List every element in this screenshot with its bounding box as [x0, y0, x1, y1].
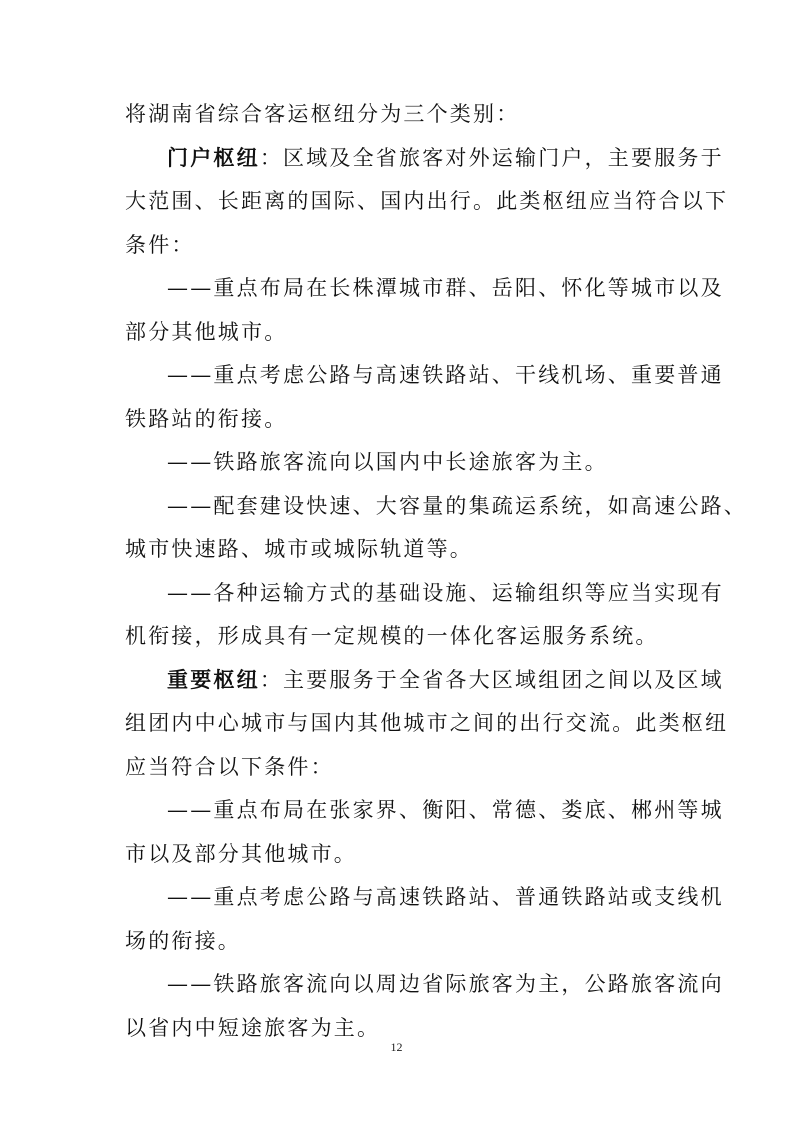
bullet-item: ——铁路旅客流向以周边省际旅客为主，公路旅客流向: [167, 972, 724, 996]
bullet-item: ——各种运输方式的基础设施、运输组织等应当实现有: [167, 580, 724, 605]
bullet-item: ——重点布局在张家界、衡阳、常德、娄底、郴州等城: [167, 798, 724, 822]
bullet-item: ——铁路旅客流向以国内中长途旅客为主。: [167, 450, 608, 474]
text-line: 场的衔接。: [125, 928, 241, 953]
text-line: 应当符合以下条件：: [125, 754, 334, 779]
bullet-item: ——配套建设快速、大容量的集疏运系统，如高速公路、: [167, 493, 747, 518]
text-line: 以省内中短途旅客为主。: [125, 1015, 381, 1040]
paragraph-important-hub: [167, 666, 724, 693]
text-line: 机衔接，形成具有一定规模的一体化客运服务系统。: [125, 624, 659, 648]
text-line: 市以及部分其他城市。: [125, 841, 357, 866]
page-number: 12: [390, 1040, 403, 1054]
bullet-item: ——重点布局在长株潭城市群、岳阳、怀化等城市以及: [167, 276, 724, 300]
text-line: 条件：: [125, 232, 195, 257]
text-line: 组团内中心城市与国内其他城市之间的出行交流。此类枢纽: [125, 711, 729, 735]
text-line: 城市快速路、城市或城际轨道等。: [125, 537, 473, 561]
text-line: 大范围、长距离的国际、国内出行。此类枢纽应当符合以下: [125, 189, 729, 213]
paragraph-gateway-hub: [167, 144, 724, 171]
heading-important-hub: 重要枢纽: [167, 666, 260, 692]
important-hub-text: ：主要服务于全省各大区域组团之间以及区域: [259, 667, 724, 692]
text-line: 铁路站的衔接。: [125, 406, 288, 431]
paragraph-intro: 将湖南省综合客运枢纽分为三个类别：: [125, 102, 520, 126]
bullet-item: ——重点考虑公路与高速铁路站、普通铁路站或支线机: [167, 885, 724, 909]
bullet-item: ——重点考虑公路与高速铁路站、干线机场、重要普通: [167, 363, 724, 387]
heading-gateway-hub: 门户枢纽: [167, 144, 260, 170]
gateway-hub-text: ：区域及全省旅客对外运输门户，主要服务于: [259, 145, 724, 170]
text-line: 部分其他城市。: [125, 319, 288, 344]
